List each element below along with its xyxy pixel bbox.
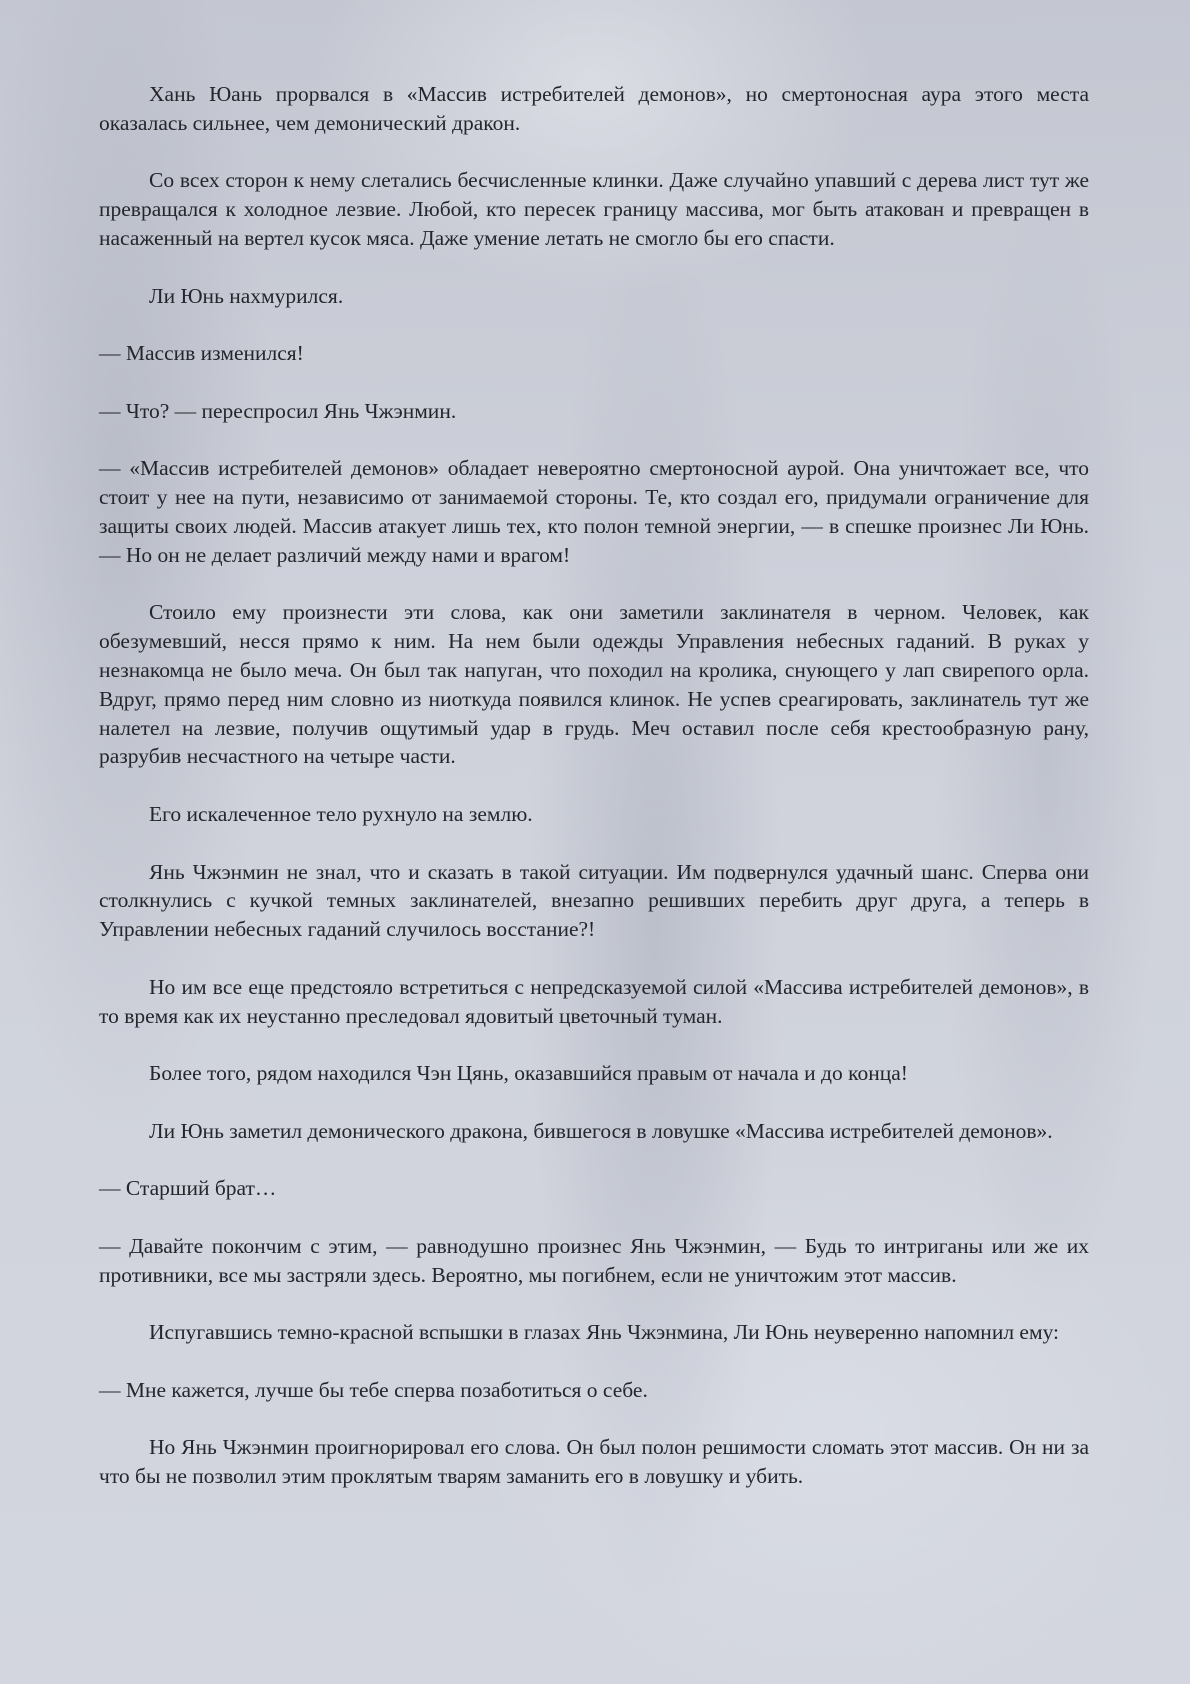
paragraph: Со всех сторон к нему слетались бесчисленные клинки. Даже случайно упавший с дерева лист тут же превращался к холодное лезвие. Любой, кто пересек границу массива, мог быть атакован и превращен в насаженный на вертел кусок мяса. Даже умение летать не смогло бы его спасти.	[99, 168, 1089, 250]
paragraph: Стоило ему произнести эти слова, как они заметили заклинателя в черном. Человек, как обезумевший, несся прямо к ним. На нем были одежды Управления небесных гаданий. В руках у незнакомца не было меча. Он был так напуган, что походил на кролика, снующего у лап свирепого орла. Вдруг, прямо перед ним словно из ниоткуда появился клинок. Не успев среагировать, заклинатель тут же налетел на лезвие, получив ощутимый удар в грудь. Меч оставил после себя крестообразную рану, разрубив несчастного на четыре части.	[99, 600, 1089, 769]
paragraph: Его искалеченное тело рухнуло на землю.	[149, 801, 533, 826]
paragraph: Хань Юань прорвался в «Массив истребителей демонов», но смертоносная аура этого места оказалась сильнее, чем демонический дракон.	[99, 82, 1089, 135]
paragraph: Ли Юнь заметил демонического дракона, бившегося в ловушке «Массива истребителей демонов».	[149, 1118, 1053, 1143]
paragraph: Но им все еще предстояло встретиться с непредсказуемой силой «Массива истребителей демонов», в то время как их неустанно преследовал ядовитый цветочный туман.	[99, 974, 1089, 1028]
dialogue-line: — Старший брат…	[99, 1176, 277, 1201]
dialogue-line: — «Массив истребителей демонов» обладает невероятно смертоносной аурой. Она уничтожает все, что стоит у нее на пути, независимо от занимаемой стороны. Те, кто создал его, придумали ограничение для защиты своих людей. Массив атакует лишь тех, кто полон темной энергии, — в спешке произнес Ли Юнь. — Но он не делает различий между нами и врагом!	[99, 456, 1089, 567]
paragraph: Янь Чжэнмин не знал, что и сказать в такой ситуации. Им подвернулся удачный шанс. Сперва они столкнулись с кучкой темных заклинателей, внезапно решивших перебить друг друга, а теперь в Управлении небесных гаданий случилось восстание?!	[99, 859, 1089, 942]
paragraph: Но Янь Чжэнмин проигнорировал его слова. Он был полон решимости сломать этот массив. Он ни за что бы не позволил этим проклятым тварям заманить его в ловушку и убить.	[99, 1435, 1089, 1489]
dialogue-line: — Мне кажется, лучше бы тебе сперва позаботиться о себе.	[99, 1377, 648, 1402]
dialogue-line: — Давайте покончим с этим, — равнодушно произнес Янь Чжэнмин, — Будь то интриганы или же их противники, все мы застряли здесь. Вероятно, мы погибнем, если не уничтожим этот массив.	[99, 1233, 1089, 1287]
paragraph: Испугавшись темно-красной вспышки в глазах Янь Чжэнмина, Ли Юнь неуверенно напомнил ему:	[149, 1320, 1060, 1345]
paragraph: Ли Юнь нахмурился.	[149, 283, 344, 308]
page-body	[99, 80, 1089, 1520]
paragraph: Более того, рядом находился Чэн Цянь, оказавшийся правым от начала и до конца!	[149, 1061, 908, 1086]
dialogue-line: — Массив изменился!	[99, 341, 304, 366]
dialogue-line: — Что? — переспросил Янь Чжэнмин.	[99, 398, 457, 423]
